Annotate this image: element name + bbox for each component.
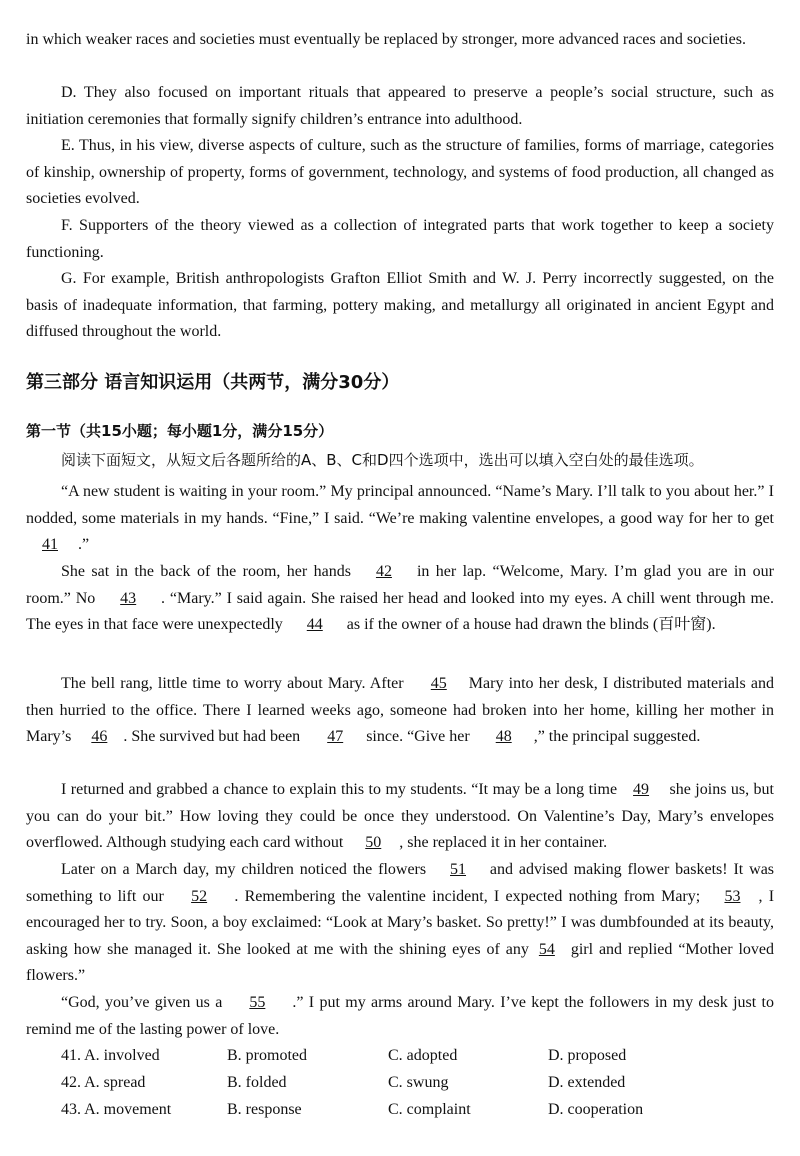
blank-48: 48 — [495, 728, 512, 746]
passage-paragraph-6 — [26, 990, 774, 1043]
option-42-a: 42. A. spread — [61, 1074, 146, 1091]
passage-paragraph-3 — [26, 671, 774, 751]
option-f-paragraph: F. Supporters of the theory viewed as a collection of integrated parts that work together to keep a society functioning. — [26, 217, 774, 261]
text-run: “A new student is waiting in your room.” My principal announced. “Name’s Mary. I’ll talk to you about her.” I nodded, some materials in my hands. “Fine,” I said. “We’re making valentine envelopes, a good way for her to get — [26, 483, 774, 527]
blank-47: 47 — [327, 728, 344, 746]
text-run: since. “Give her — [366, 728, 470, 746]
option-e-paragraph: E. Thus, in his view, diverse aspects of culture, such as the structure of families, forms of marriage, categories of kinship, ownership of property, forms of government, technology, and systems of food production, all changed as societies evolved. — [26, 137, 774, 208]
blank-45: 45 — [430, 675, 447, 692]
text-run: girl and replied “Mother loved flowers.” — [26, 940, 775, 985]
text-run: .” — [78, 536, 90, 554]
passage-paragraph-1 — [26, 479, 774, 559]
option-43-a: 43. A. movement — [61, 1101, 172, 1118]
instruction-text: 阅读下面短文，从短文后各题所给的A、B、C和D四个选项中，选出可以填入空白处的最佳选项。 — [61, 451, 704, 469]
option-41-a: 41. A. involved — [61, 1047, 160, 1064]
text-run: .” I put my arms around Mary. I’ve kept the followers in my desk just to remind me of the lasting power of love. — [26, 994, 775, 1038]
text-run: and advised making flower baskets! It was something to lift our — [26, 861, 775, 905]
section-title: 第三部分 语言知识运用（共两节，满分30分） — [26, 372, 400, 393]
option-g-paragraph: G. For example, British anthropologists Grafton Elliot Smith and W. J. Perry incorrectly suggested, on the basis of inadequate information, that farming, pottery making, and metallurgy all originated in ancient Egypt and diffused throughout the world. — [26, 270, 774, 341]
blank-49: 49 — [633, 781, 650, 798]
passage-paragraph-2 — [26, 559, 774, 639]
blank-54: 54 — [538, 940, 555, 958]
text-run: in her lap. “Welcome, Mary. I’m glad you are in our room.” No — [26, 563, 775, 607]
option-42-d: D. extended — [548, 1074, 626, 1091]
text-run: . “Mary.” I said again. She raised her head and looked into my eyes. A chill went through me. The eyes in that face were unexpectedly — [26, 589, 775, 634]
text-run: ,” the principal suggested. — [533, 728, 701, 746]
text-run: as if the owner of a house had drawn the blinds (百叶窗). — [346, 616, 716, 634]
option-43-c: C. complaint — [388, 1101, 471, 1118]
option-43-d: D. cooperation — [548, 1101, 644, 1118]
option-42-b: B. folded — [227, 1074, 287, 1091]
blank-53: 53 — [724, 887, 741, 905]
blank-41: 41 — [42, 536, 58, 554]
text-run: . She survived but had been — [123, 728, 301, 746]
passage-paragraph-4 — [26, 777, 774, 857]
blank-46: 46 — [91, 728, 108, 746]
text-run: The bell rang, little time to worry about Mary. After — [61, 675, 404, 692]
option-d-paragraph: D. They also focused on important rituals that appeared to preserve a people’s social structure, such as initiation ceremonies that formally signify children’s entrance into adulthood. — [26, 84, 774, 128]
text-run: Later on a March day, my children noticed the flowers — [61, 861, 427, 878]
part-title: 第一节（共15小题；每小题1分，满分15分） — [26, 422, 334, 440]
question-41-options — [0, 1043, 800, 1069]
option-41-c: C. adopted — [388, 1047, 458, 1064]
blank-44: 44 — [306, 616, 323, 634]
option-41-b: B. promoted — [227, 1047, 307, 1064]
option-43-b: B. response — [227, 1101, 302, 1118]
blank-51: 51 — [450, 861, 467, 878]
text-run: Mary into her desk, I distributed materials and then hurried to the office. There I learned weeks ago, someone had broken into her home, killing her mother in Mary’s — [26, 675, 775, 746]
question-42-options — [0, 1070, 800, 1096]
text-run: , I encouraged her to try. Soon, a boy exclaimed: “Look at Mary’s basket. So pretty!” I was dumbfounded at its beauty, asking how she managed it. She looked at me with the shining eyes of any — [26, 887, 775, 958]
text-run: She sat in the back of the room, her hands — [61, 563, 351, 580]
text-run: “God, you’ve given us a — [61, 994, 223, 1011]
text-run: she joins us, but you can do your bit.” How loving they could be once they understood. On Valentine’s Day, Mary’s envelopes overflowed. Although studying each card without — [26, 781, 775, 852]
text-run: , she replaced it in her container. — [399, 834, 608, 852]
blank-52: 52 — [191, 887, 208, 905]
question-43-options — [0, 1097, 800, 1123]
blank-42: 42 — [375, 563, 392, 580]
paragraph-c-continuation: in which weaker races and societies must eventually be replaced by stronger, more advanced races and societies. — [26, 31, 746, 48]
blank-55: 55 — [249, 994, 266, 1011]
blank-50: 50 — [365, 834, 382, 852]
option-42-c: C. swung — [388, 1074, 449, 1091]
text-run: . Remembering the valentine incident, I expected nothing from Mary; — [234, 887, 701, 905]
passage-paragraph-5 — [26, 857, 774, 990]
option-41-d: D. proposed — [548, 1047, 627, 1064]
blank-43: 43 — [120, 589, 137, 607]
text-run: I returned and grabbed a chance to explain this to my students. “It may be a long time — [61, 781, 618, 798]
